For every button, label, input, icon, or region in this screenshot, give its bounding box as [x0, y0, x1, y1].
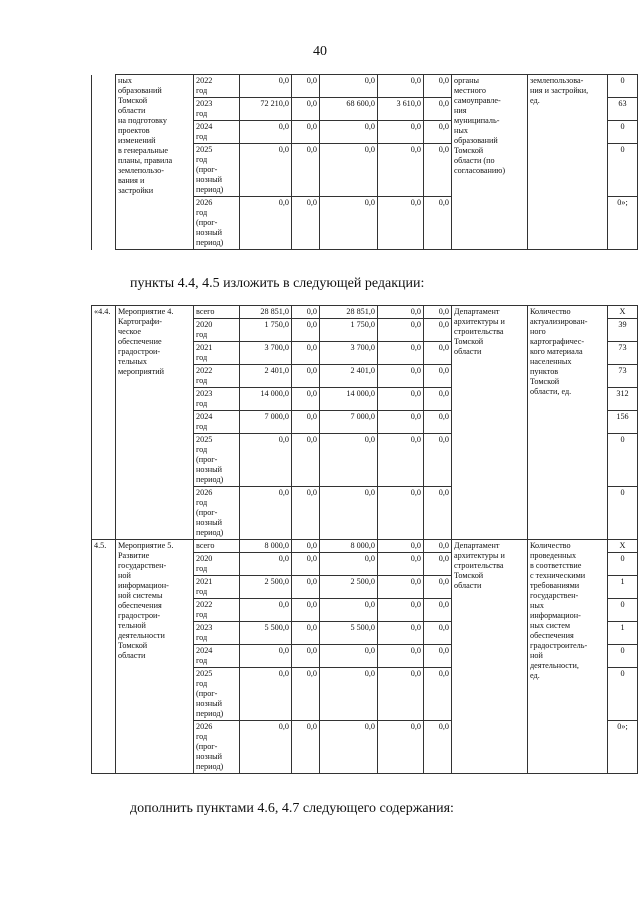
regional-budget-cell: 0,0: [320, 487, 378, 540]
other-sources-cell: 0,0: [424, 540, 452, 553]
other-sources-cell: 0,0: [424, 599, 452, 622]
local-budget-cell: 0,0: [378, 487, 424, 540]
target-value-cell: 0: [608, 668, 638, 721]
local-budget-cell: 0,0: [378, 144, 424, 197]
table1-body: [92, 75, 638, 250]
target-value-cell: 1: [608, 576, 638, 599]
local-budget-cell: 0,0: [378, 668, 424, 721]
other-sources-cell: 0,0: [424, 721, 452, 774]
table2-body: [92, 306, 638, 774]
total-amount-cell: 0,0: [240, 487, 292, 540]
target-value-cell: 73: [608, 342, 638, 365]
total-amount-cell: 0,0: [240, 553, 292, 576]
other-sources-cell: 0,0: [424, 668, 452, 721]
year-cell: всего: [194, 540, 240, 553]
total-amount-cell: 2 401,0: [240, 365, 292, 388]
federal-budget-cell: 0,0: [292, 319, 320, 342]
federal-budget-cell: 0,0: [292, 599, 320, 622]
year-cell: 2024 год: [194, 411, 240, 434]
other-sources-cell: 0,0: [424, 197, 452, 250]
target-value-cell: 0: [608, 599, 638, 622]
local-budget-cell: 0,0: [378, 576, 424, 599]
event-name-cell: ных образований Томской области на подготовку проектов изменений в генеральные планы, правила землепользо- вания и застройки: [116, 75, 194, 250]
amendment-paragraph-4-4-4-5: пункты 4.4, 4.5 изложить в следующей редакции:: [130, 276, 425, 291]
item-number-cell: 4.5.: [92, 540, 116, 774]
other-sources-cell: 0,0: [424, 365, 452, 388]
year-cell: всего: [194, 306, 240, 319]
regional-budget-cell: 0,0: [320, 668, 378, 721]
federal-budget-cell: 0,0: [292, 197, 320, 250]
other-sources-cell: 0,0: [424, 622, 452, 645]
amendment-paragraph-4-6-4-7: дополнить пунктами 4.6, 4.7 следующего содержания:: [130, 801, 454, 816]
regional-budget-cell: 0,0: [320, 121, 378, 144]
year-cell: 2026 год (прог- нозный период): [194, 197, 240, 250]
total-amount-cell: 72 210,0: [240, 98, 292, 121]
regional-budget-cell: 0,0: [320, 144, 378, 197]
year-cell: 2023 год: [194, 622, 240, 645]
regional-budget-cell: 8 000,0: [320, 540, 378, 553]
total-amount-cell: 8 000,0: [240, 540, 292, 553]
federal-budget-cell: 0,0: [292, 645, 320, 668]
regional-budget-cell: 0,0: [320, 553, 378, 576]
regional-budget-cell: 7 000,0: [320, 411, 378, 434]
year-cell: 2025 год (прог- нозный период): [194, 434, 240, 487]
target-value-cell: 0: [608, 434, 638, 487]
regional-budget-cell: 0,0: [320, 197, 378, 250]
item-number-cell: [92, 75, 116, 250]
regional-budget-cell: 3 700,0: [320, 342, 378, 365]
regional-budget-cell: 2 500,0: [320, 576, 378, 599]
year-cell: 2025 год (прог- нозный период): [194, 668, 240, 721]
local-budget-cell: 0,0: [378, 599, 424, 622]
local-budget-cell: 0,0: [378, 319, 424, 342]
regional-budget-cell: 68 600,0: [320, 98, 378, 121]
local-budget-cell: 0,0: [378, 306, 424, 319]
regional-budget-cell: 0,0: [320, 434, 378, 487]
target-value-cell: 39: [608, 319, 638, 342]
federal-budget-cell: 0,0: [292, 721, 320, 774]
regional-budget-cell: 0,0: [320, 75, 378, 98]
program-table-4-4-4-5: [91, 305, 638, 774]
other-sources-cell: 0,0: [424, 121, 452, 144]
total-amount-cell: 0,0: [240, 668, 292, 721]
year-cell: 2026 год (прог- нозный период): [194, 721, 240, 774]
federal-budget-cell: 0,0: [292, 388, 320, 411]
other-sources-cell: 0,0: [424, 388, 452, 411]
event-name-cell: Мероприятие 4. Картографи- ческое обеспечение градострои- тельных мероприятий: [116, 306, 194, 540]
year-cell: 2023 год: [194, 388, 240, 411]
other-sources-cell: 0,0: [424, 306, 452, 319]
table-row: [92, 540, 638, 553]
item-number-cell: «4.4.: [92, 306, 116, 540]
target-value-cell: 1: [608, 622, 638, 645]
year-cell: 2024 год: [194, 645, 240, 668]
federal-budget-cell: 0,0: [292, 75, 320, 98]
regional-budget-cell: 28 851,0: [320, 306, 378, 319]
year-cell: 2022 год: [194, 75, 240, 98]
year-cell: 2024 год: [194, 121, 240, 144]
total-amount-cell: 0,0: [240, 434, 292, 487]
federal-budget-cell: 0,0: [292, 98, 320, 121]
total-amount-cell: 0,0: [240, 599, 292, 622]
table-row: [92, 75, 638, 98]
regional-budget-cell: 5 500,0: [320, 622, 378, 645]
federal-budget-cell: 0,0: [292, 622, 320, 645]
total-amount-cell: 0,0: [240, 75, 292, 98]
federal-budget-cell: 0,0: [292, 576, 320, 599]
local-budget-cell: 0,0: [378, 365, 424, 388]
total-amount-cell: 0,0: [240, 144, 292, 197]
year-cell: 2022 год: [194, 365, 240, 388]
target-value-cell: 0: [608, 553, 638, 576]
indicator-cell: Количество актуализирован- ного картографичес- кого материала населенных пунктов Томской области, ед.: [528, 306, 608, 540]
target-value-cell: 156: [608, 411, 638, 434]
table-row: [92, 306, 638, 319]
other-sources-cell: 0,0: [424, 576, 452, 599]
target-value-cell: 0: [608, 75, 638, 98]
target-value-cell: 0: [608, 487, 638, 540]
local-budget-cell: 0,0: [378, 388, 424, 411]
page-number: 40: [313, 44, 327, 59]
target-value-cell: 0: [608, 144, 638, 197]
total-amount-cell: 14 000,0: [240, 388, 292, 411]
other-sources-cell: 0,0: [424, 434, 452, 487]
regional-budget-cell: 0,0: [320, 599, 378, 622]
federal-budget-cell: 0,0: [292, 342, 320, 365]
federal-budget-cell: 0,0: [292, 668, 320, 721]
year-cell: 2026 год (прог- нозный период): [194, 487, 240, 540]
local-budget-cell: 0,0: [378, 434, 424, 487]
federal-budget-cell: 0,0: [292, 434, 320, 487]
other-sources-cell: 0,0: [424, 411, 452, 434]
regional-budget-cell: 1 750,0: [320, 319, 378, 342]
target-value-cell: 73: [608, 365, 638, 388]
indicator-cell: землепользова- ния и застройки, ед.: [528, 75, 608, 250]
other-sources-cell: 0,0: [424, 75, 452, 98]
federal-budget-cell: 0,0: [292, 306, 320, 319]
year-cell: 2020 год: [194, 553, 240, 576]
executor-cell: Департамент архитектуры и строительства Томской области: [452, 540, 528, 774]
year-cell: 2021 год: [194, 342, 240, 365]
federal-budget-cell: 0,0: [292, 144, 320, 197]
local-budget-cell: 3 610,0: [378, 98, 424, 121]
other-sources-cell: 0,0: [424, 144, 452, 197]
local-budget-cell: 0,0: [378, 342, 424, 365]
local-budget-cell: 0,0: [378, 197, 424, 250]
local-budget-cell: 0,0: [378, 540, 424, 553]
total-amount-cell: 0,0: [240, 645, 292, 668]
regional-budget-cell: 14 000,0: [320, 388, 378, 411]
year-cell: 2022 год: [194, 599, 240, 622]
local-budget-cell: 0,0: [378, 121, 424, 144]
local-budget-cell: 0,0: [378, 553, 424, 576]
federal-budget-cell: 0,0: [292, 121, 320, 144]
target-value-cell: 63: [608, 98, 638, 121]
year-cell: 2020 год: [194, 319, 240, 342]
total-amount-cell: 28 851,0: [240, 306, 292, 319]
other-sources-cell: 0,0: [424, 342, 452, 365]
event-name-cell: Мероприятие 5. Развитие государствен- ной информацион- ной системы обеспечения градострои- тельной деятельности Томской области: [116, 540, 194, 774]
target-value-cell: 0: [608, 121, 638, 144]
other-sources-cell: 0,0: [424, 98, 452, 121]
total-amount-cell: 5 500,0: [240, 622, 292, 645]
local-budget-cell: 0,0: [378, 622, 424, 645]
local-budget-cell: 0,0: [378, 645, 424, 668]
total-amount-cell: 3 700,0: [240, 342, 292, 365]
executor-cell: Департамент архитектуры и строительства Томской области: [452, 306, 528, 540]
local-budget-cell: 0,0: [378, 411, 424, 434]
regional-budget-cell: 0,0: [320, 645, 378, 668]
federal-budget-cell: 0,0: [292, 365, 320, 388]
total-amount-cell: 0,0: [240, 197, 292, 250]
total-amount-cell: 0,0: [240, 121, 292, 144]
total-amount-cell: 7 000,0: [240, 411, 292, 434]
other-sources-cell: 0,0: [424, 645, 452, 668]
year-cell: 2025 год (прог- нозный период): [194, 144, 240, 197]
other-sources-cell: 0,0: [424, 553, 452, 576]
other-sources-cell: 0,0: [424, 319, 452, 342]
total-amount-cell: 1 750,0: [240, 319, 292, 342]
federal-budget-cell: 0,0: [292, 411, 320, 434]
other-sources-cell: 0,0: [424, 487, 452, 540]
target-value-cell: 0: [608, 645, 638, 668]
target-value-cell: X: [608, 306, 638, 319]
target-value-cell: 0»;: [608, 721, 638, 774]
regional-budget-cell: 0,0: [320, 721, 378, 774]
executor-cell: органы местного самоуправле- ния муниципаль- ных образований Томской области (по согласованию): [452, 75, 528, 250]
regional-budget-cell: 2 401,0: [320, 365, 378, 388]
target-value-cell: 0»;: [608, 197, 638, 250]
year-cell: 2023 год: [194, 98, 240, 121]
total-amount-cell: 2 500,0: [240, 576, 292, 599]
indicator-cell: Количество проведенных в соответствие с техническими требованиями государствен- ных информацион- ных систем обеспечения градостроитель- ной деятельности, ед.: [528, 540, 608, 774]
federal-budget-cell: 0,0: [292, 540, 320, 553]
target-value-cell: X: [608, 540, 638, 553]
year-cell: 2021 год: [194, 576, 240, 599]
total-amount-cell: 0,0: [240, 721, 292, 774]
target-value-cell: 312: [608, 388, 638, 411]
local-budget-cell: 0,0: [378, 75, 424, 98]
federal-budget-cell: 0,0: [292, 553, 320, 576]
local-budget-cell: 0,0: [378, 721, 424, 774]
federal-budget-cell: 0,0: [292, 487, 320, 540]
program-table-continuation: [91, 74, 638, 250]
